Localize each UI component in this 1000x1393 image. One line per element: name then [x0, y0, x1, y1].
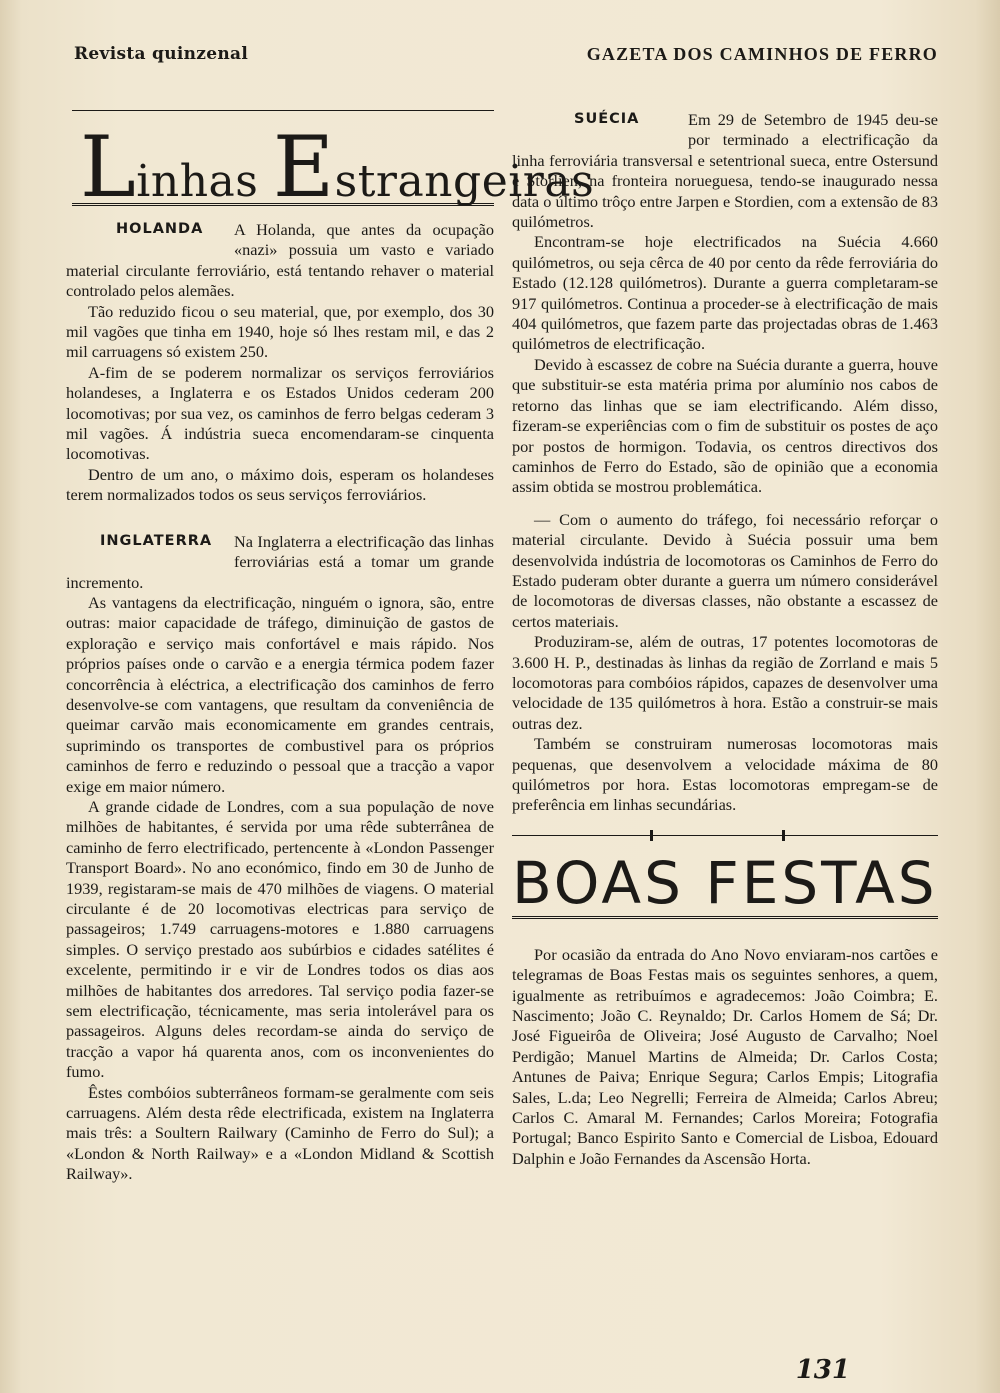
section-heading-suecia: SUÉCIA	[574, 111, 640, 127]
paragraph: Êstes combóios subterrâneos formam-se geralmente com seis carruagens. Além desta rêde electrificada, existem na Inglaterra mais três: a Soultern Railwary (Caminho de Ferro do Sul); a «London & North Railway» e a «London Midland & Scottish Railway».	[66, 1082, 494, 1184]
title-part-1: inhas	[136, 156, 273, 207]
paragraph: A Holanda, que antes da ocupação «nazi» possuia um vasto e variado material circulante ferroviário, está tentando rehaver o material controlado pelos alemães.	[66, 220, 494, 301]
section-heading-inglaterra: INGLATERRA	[100, 532, 213, 549]
boas-festas-body: Por ocasião da entrada do Ano Novo enviaram-nos cartões e telegramas de Boas Festas mais os seguintes senhores, a quem, igualmente as retribuímos e agradecemos: João Coimbra; E. Nascimento; João C. Reynaldo; Dr. Carlos Homem de Sá; Dr. José Figueirôa de Oliveira; José Augusto de Carvalho; Noel Perdigão; Manuel Martins de Almeida; Dr. Carlos Costa; Antunes de Paiva; Enrique Segura; Carlos Empis; Litografia Sales, L.da; Leo Negrelli; Ferreira de Almeida; Carlos Abreu; Carlos C. Amaral M. Fernandes; Carlos Moreira; Fotografia Portugal; Banco Espirito Santo e Comercial de Lisboa, Edouard Dalphin e João Fernandes da Ascensão Horta.	[512, 944, 938, 1168]
divider-line	[512, 835, 938, 836]
divider-ornament	[782, 830, 785, 841]
paragraph: As vantagens da electrificação, ninguém o ignora, são, entre outras: maior capacidade de tráfego, diminuição de gastos de exploração e serviço mais confortável e mais rápido. Nos próprios países onde o carvão e a energia térmica podem fazer concorrência à eléctrica, a electrificação dos caminhos de ferro desenvolve-se com vantagens, que resultam da conveniência de queimar carvão mais economicamente em grandes centrais, suprimindo os transportes de combustivel para os próprios caminhos de ferro e reduzindo o pessoal que a tracção a vapor exige em maior número.	[66, 592, 494, 796]
title-initial-2: E	[272, 118, 335, 216]
paragraph: Em 29 de Setembro de 1945 deu-se por terminado a electrificação da linha ferroviária transversal e setentrional sueca, entre Ostersund e Storlien, na fronteira norueguesa, tendo-se inaugurado nessa data o último trôço entre Jarpen e Stordien, com a extensão de 83 quilómetros.	[512, 110, 938, 232]
section-holanda	[66, 220, 494, 506]
paragraph: — Com o aumento do tráfego, foi necessário reforçar o material circulante. Devido à Suécia possuir uma bem desenvolvida indústria de locomotoras os Caminhos de Ferro do Estado puderam obter durante a guerra um número considerável de locomotoras de diversas classes, não obstante a escassez de certos materiais.	[512, 509, 938, 631]
paragraph: Também se construiram numerosas locomotoras mais pequenas, que desenvolvem a velocidade máxima de 80 quilómetros por hora. Estas locomotoras empregam-se de preferência em linhas secundárias.	[512, 734, 938, 815]
section-inglaterra	[66, 532, 494, 1185]
divider-ornament	[650, 830, 653, 841]
section-heading-holanda: HOLANDA	[116, 221, 204, 237]
paragraph: Na Inglaterra a electrificação das linhas ferroviárias está a tomar um grande incremento.	[66, 531, 494, 592]
paragraph: A-fim de se poderem normalizar os serviços ferroviários holandeses, a Inglaterra e os Estados Unidos cederam 200 locomotivas; por sua vez, os caminhos de ferro belgas cederam 3 mil vagões. Á indústria sueca encomendaram-se cinquenta locomotivas.	[66, 362, 494, 464]
article-title-block	[72, 110, 595, 216]
paragraph: Produziram-se, além de outras, 17 potentes locomotoras de 3.600 H. P., destinadas às linhas da região de Zorrland e mais 5 locomotoras para combóios rápidos, capazes de desenvolver uma velocidade de 135 quilómetros à hora. Estão a construir-se mais outras dez.	[512, 632, 938, 733]
page-number: 131	[795, 1355, 850, 1385]
left-column	[66, 110, 595, 1211]
boas-festas-title: BOAS FESTAS	[512, 848, 938, 917]
running-header-right: GAZETA DOS CAMINHOS DE FERRO	[586, 44, 938, 64]
right-column	[512, 110, 938, 1169]
section-divider	[512, 826, 938, 846]
title-initial-1: L	[80, 118, 137, 216]
paragraph: Tão reduzido ficou o seu material, que, por exemplo, dos 30 mil vagões que tinha em 1940, hoje só lhes restam mil, e das 2 mil carruagens só existem 250.	[66, 301, 494, 362]
section-suecia	[512, 110, 938, 816]
title-part-2: strangeiras	[334, 156, 595, 207]
running-header-left: Revista quinzenal	[74, 44, 249, 64]
paragraph: A grande cidade de Londres, com a sua população de nove milhões de habitantes, é servida por uma rêde subterrânea de caminho de ferro electrificado, pertencente à «London Passenger Transport Board». No ano económico, findo em 30 de Junho de 1939, registaram-se mais de 470 milhões de viagens. O material circulante é de 20 locomotivas electricas para serviço de passageiros; 1.749 carruagens-motores e 1.880 carruagens simples. O serviço prestado aos subúrbios e cidades satélites é excelente, permitindo ir e vir de Londres todos os dias aos milhões de habitantes dos arredores. Tal serviço podia fazer-se sem electrificação, técnicamente, mas seria intolerável para os passageiros. Alguns deles recordam-se ainda do serviço de tracção a vapor há quarenta anos, com os inconvenientes do fumo.	[66, 796, 494, 1082]
paragraph: Devido à escassez de cobre na Suécia durante a guerra, houve que substituir-se esta matéria prima por alumínio nos cabos de retorno das linhas que se iam electrificando. Além disso, fizeram-se experiências com o fim de substituir os postes de aço por postos de hormigon. Todavia, os centros directivos dos caminhos de Ferro do Estado, são de opinião que a economia assim obtida se mostrou problemática.	[512, 354, 938, 497]
paragraph: Encontram-se hoje electrificados na Suécia 4.660 quilómetros, ou seja cêrca de 40 por cento da rêde ferroviária do Estado (12.128 quilómetros). Durante a guerra completaram-se 917 quilómetros. Continua a proceder-se à electrificação de mais 404 quilómetros, que fazem parte das projectadas obras de 1.463 quilómetros de electrificação.	[512, 232, 938, 354]
paragraph: Dentro de um ano, o máximo dois, esperam os holandeses terem normalizados todos os seus serviços ferroviários.	[66, 464, 494, 505]
